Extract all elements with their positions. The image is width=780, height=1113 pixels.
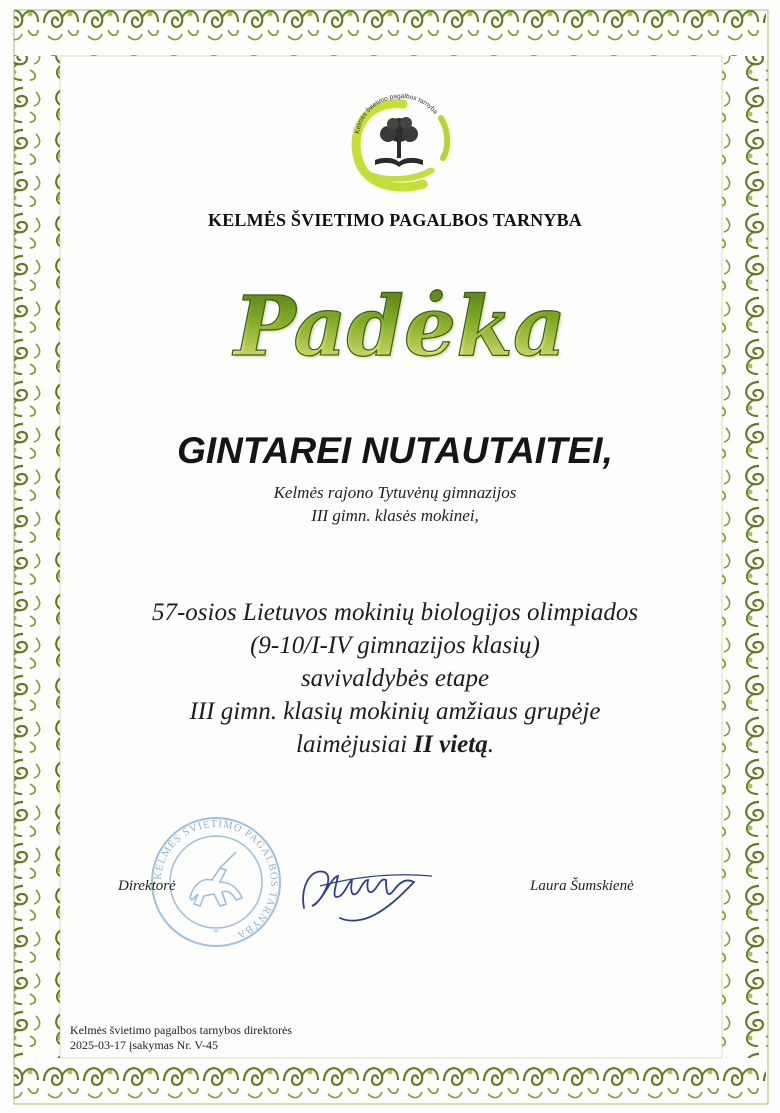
achievement-place: II vietą xyxy=(413,731,488,758)
achievement-suffix: . xyxy=(487,731,494,758)
certificate-title: Padėka xyxy=(0,272,780,382)
recipient-school: Kelmės rajono Tytuvėnų gimnazijos xyxy=(273,483,517,502)
svg-text:Kelmės švietimo pagalbos tarny: Kelmės švietimo pagalbos tarnyba xyxy=(354,92,439,135)
achievement-line-3: savivaldybės etape xyxy=(300,665,490,692)
achievement-line-5 xyxy=(0,728,780,761)
signatory-name: Laura Šumskienė xyxy=(530,878,634,894)
organization-title: KELMĖS ŠVIETIMO PAGALBOS TARNYBA xyxy=(208,210,582,230)
achievement-line-2: (9-10/I-IV gimnazijos klasių) xyxy=(250,632,540,659)
order-reference-line-1: Kelmės švietimo pagalbos tarnybos direktorės xyxy=(70,1023,292,1037)
svg-text:*: * xyxy=(213,928,219,939)
recipient-description xyxy=(0,481,780,527)
recipient-class: III gimn. klasės mokinei, xyxy=(311,506,479,525)
achievement-text xyxy=(0,596,780,761)
signature-role: Direktorė xyxy=(118,878,176,894)
order-reference-line-2: 2025-03-17 įsakymas Nr. V-45 xyxy=(70,1038,218,1052)
director-signature xyxy=(290,848,440,928)
achievement-line-1: 57-osios Lietuvos mokinių biologijos olimpiados xyxy=(151,599,639,626)
stamp-text: KELMĖS ŠVIETIMO PAGALBOS TARNYBA xyxy=(152,818,280,941)
order-reference xyxy=(70,1023,292,1053)
recipient-name: GINTAREI NUTAUTAITEI, xyxy=(177,430,613,471)
achievement-line-4: III gimn. klasių mokinių amžiaus grupėje xyxy=(189,698,601,725)
achievement-prefix: laimėjusiai xyxy=(296,731,414,758)
organization-logo xyxy=(345,92,455,198)
